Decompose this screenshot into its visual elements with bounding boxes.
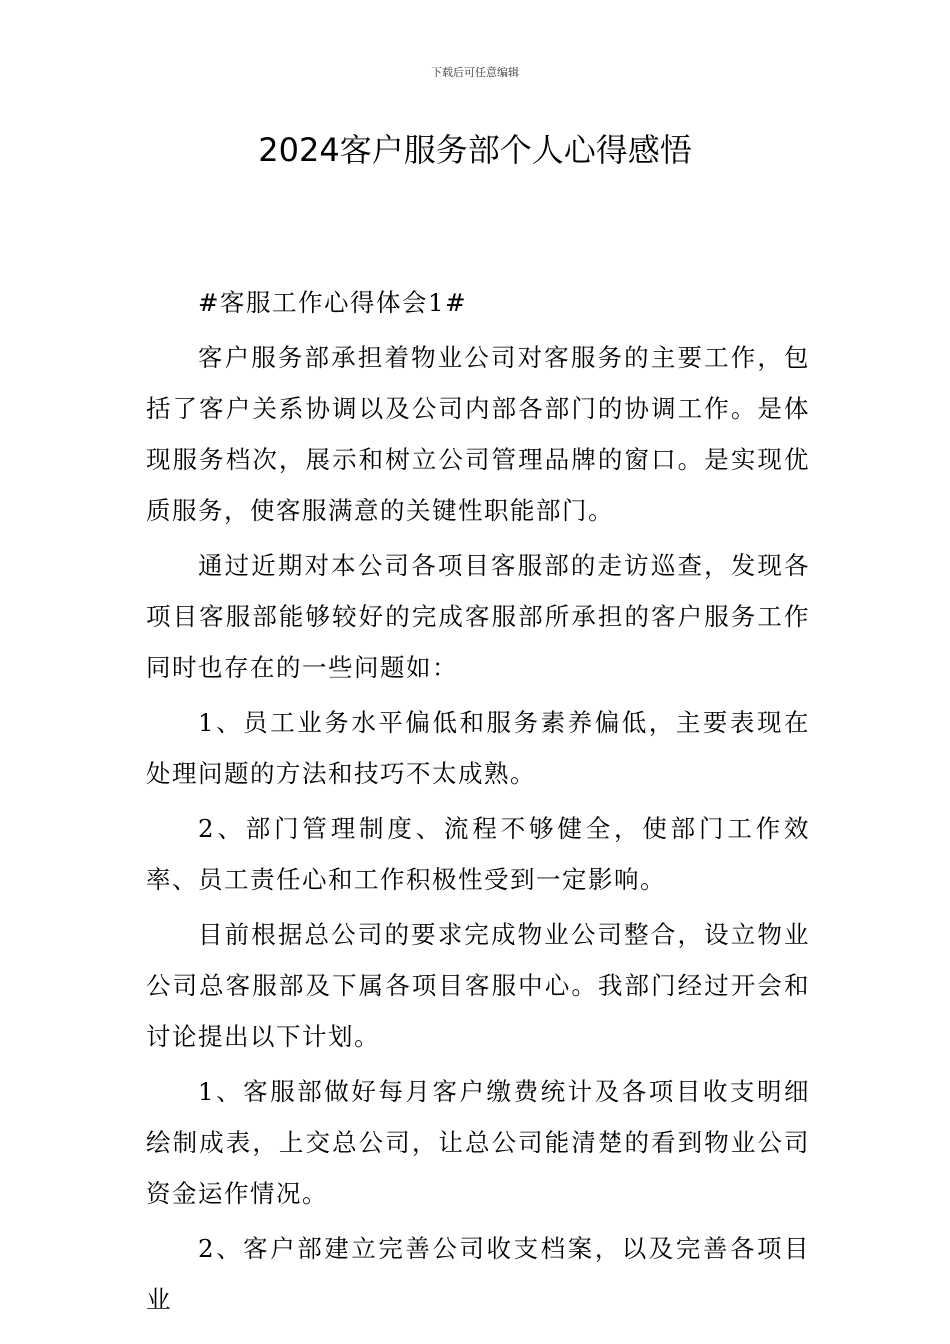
section-heading: #客服工作心得体会1# [198, 288, 468, 317]
document-title: 2024客户服务部个人心得感悟 [258, 131, 692, 169]
paragraph-inspection: 通过近期对本公司各项目客服部的走访巡查，发现各项目客服部能够较好的完成客服部所承担的客户服务工作同时也存在的一些问题如： [146, 551, 810, 682]
list-item-problem-1: 1、员工业务水平偏低和服务素养偏低，主要表现在处理问题的方法和技巧不太成熟。 [146, 708, 810, 788]
document-body [146, 277, 810, 1329]
paragraph-intro: 客户服务部承担着物业公司对客服务的主要工作，包括了客户关系协调以及公司内部各部门的协调工作。是体现服务档次，展示和树立公司管理品牌的窗口。是实现优质服务，使客服满意的关键性职能部门。 [146, 343, 810, 525]
list-item-plan-1: 1、客服部做好每月客户缴费统计及各项目收支明细绘制成表，上交总公司，让总公司能清楚的看到物业公司资金运作情况。 [146, 1077, 810, 1208]
header-note: 下载后可任意编辑 [431, 66, 519, 79]
list-item-plan-2: 2、客户部建立完善公司收支档案，以及完善各项目业 [146, 1234, 810, 1314]
paragraph-plan-intro: 目前根据总公司的要求完成物业公司整合，设立物业公司总客服部及下属各项目客服中心。我部门经过开会和讨论提出以下计划。 [146, 920, 810, 1051]
list-item-problem-2: 2、部门管理制度、流程不够健全，使部门工作效率、员工责任心和工作积极性受到一定影响。 [146, 814, 810, 894]
